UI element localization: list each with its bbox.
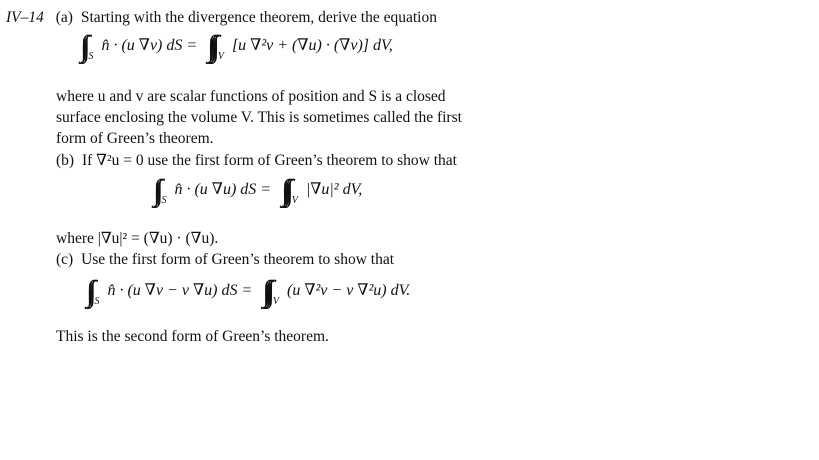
equation-c-rhs: (u ∇²v − v ∇²u) dV. [287, 282, 411, 299]
part-b-intro: If ∇²u = 0 use the first form of Green’s theorem to show that [81, 152, 457, 169]
part-a-heading [6, 9, 437, 27]
triple-integral-c: ∫∫∫ [262, 275, 269, 308]
triple-integral-b: ∫∫∫ [281, 174, 288, 207]
subscript-v-a: V [217, 51, 224, 62]
part-a-intro: Starting with the divergence theorem, derive the equation [80, 9, 437, 26]
equation-c [86, 275, 411, 308]
part-c-heading [56, 251, 394, 269]
equation-a-rhs: [u ∇²v + (∇u) · (∇v)] dV, [231, 37, 393, 54]
equation-b-rhs: |∇u|² dV, [305, 181, 363, 198]
part-b-marker: (b) [56, 152, 75, 169]
part-a-text-3: form of Green’s theorem. [56, 130, 214, 147]
part-a-marker: (a) [55, 9, 73, 26]
equation-a [80, 30, 393, 63]
part-a-text-2: surface enclosing the volume V. This is sometimes called the first [56, 109, 462, 126]
part-c-marker: (c) [56, 251, 74, 268]
part-c-intro: Use the first form of Green’s theorem to show that [81, 251, 395, 268]
equation-a-lhs: n̂ · (u ∇v) dS = [101, 37, 198, 54]
equation-b-lhs: n̂ · (u ∇u) dS = [174, 181, 272, 198]
part-c-closing: This is the second form of Green’s theorem. [56, 328, 329, 345]
part-b-text-1: where |∇u|² = (∇u) · (∇u). [56, 230, 219, 247]
subscript-s-c: S [94, 296, 100, 307]
double-integral-c: ∫∫ [86, 275, 91, 308]
equation-c-lhs: n̂ · (u ∇v − v ∇u) dS = [107, 282, 253, 299]
triple-integral-a: ∫∫∫ [207, 30, 214, 63]
equation-b [153, 174, 363, 207]
part-b-heading [56, 152, 457, 170]
problem-label: IV–14 [6, 9, 44, 26]
subscript-v-c: V [272, 296, 279, 307]
part-a-text-1: where u and v are scalar functions of position and S is a closed [56, 88, 446, 105]
double-integral-b: ∫∫ [153, 174, 158, 207]
double-integral-a: ∫∫ [80, 30, 85, 63]
subscript-s-b: S [161, 195, 167, 206]
subscript-v-b: V [291, 195, 298, 206]
subscript-s-a: S [88, 51, 94, 62]
